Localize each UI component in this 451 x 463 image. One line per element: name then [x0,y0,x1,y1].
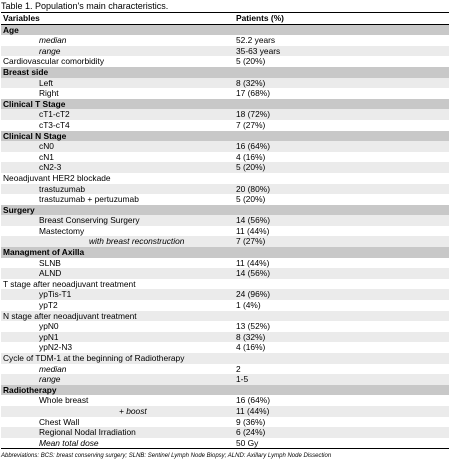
patients-cell [234,385,449,396]
patients-cell: 8 (32%) [234,332,449,343]
variable-cell: range [1,46,234,57]
variable-cell: Left [1,78,234,89]
patients-cell: 9 (36%) [236,416,266,427]
patients-cell: 11 (44%) [236,225,270,236]
table-row [1,78,449,89]
table-header-row [1,13,449,25]
variable-cell: Cycle of TDM-1 at the beginning of Radiotherapy [1,353,234,364]
variable-cell: Chest Wall [39,416,80,427]
patients-cell: 24 (96%) [234,289,449,300]
table-row [1,56,449,67]
patients-cell [234,311,449,322]
table-row [1,300,449,311]
section-row [1,247,449,258]
variable-cell: ypT2 [39,300,58,311]
variable-cell: cT3-cT4 [39,119,70,130]
table-row [1,120,449,131]
section-row [1,385,449,396]
variable-cell: Regional Nodal Irradiation [1,427,234,438]
patients-cell [234,131,449,142]
variable-cell: N stage after neoadjuvant treatment [1,311,234,322]
patients-cell: 4 (16%) [236,151,266,162]
variable-cell: Mastectomy [39,225,85,236]
table-row [1,236,449,247]
variable-cell: Whole breast [39,395,89,406]
patients-cell: 52.2 years [236,35,276,46]
variable-cell: Mean total dose [1,438,234,449]
table-row [1,173,449,184]
table-row [1,311,449,322]
patients-cell [234,279,449,290]
header-variables: Variables [1,13,234,25]
table-row [1,353,449,364]
patients-cell: 5 (20%) [234,162,449,173]
patients-cell: 50 Gy [234,438,449,449]
table-row [1,395,449,406]
table-row [1,289,449,300]
table-row [1,374,449,385]
table-footnote: Abbreviations: BCS: breast conserving surgery; SLNB: Sentinel Lymph Node Biopsy; ALND: Axillary Lymph Node Dissection [1,453,332,459]
patients-cell: 14 (56%) [234,268,449,279]
patients-cell [234,205,449,216]
variable-cell: + boost [1,406,234,417]
table-row [1,332,449,343]
patients-cell: 35-63 years [234,46,449,57]
variable-cell: cN0 [1,141,234,152]
table-row [1,194,449,205]
patients-cell [234,67,449,78]
table-body [1,24,449,449]
table-row [1,279,449,290]
patients-cell: 5 (20%) [236,56,266,67]
patients-cell: 1-5 [234,374,449,385]
patients-cell: 1 (4%) [236,300,261,311]
table-row [1,427,449,438]
patients-cell: 17 (68%) [236,88,270,99]
variable-cell: trastuzumab + pertuzumab [39,194,139,205]
variable-cell: ypTis-T1 [1,289,234,300]
variable-cell: cT1-cT2 [1,109,234,120]
patients-cell: 18 (72%) [234,109,449,120]
variable-cell: Surgery [1,205,234,216]
variable-cell: cN1 [39,151,54,162]
patients-cell [234,24,449,35]
variable-cell: Age [1,24,234,35]
table-row [1,417,449,428]
table-caption: Table 1. Population's main characteristics. [1,1,169,11]
table-row [1,258,449,269]
patients-cell: 5 (20%) [236,194,266,205]
patients-cell [234,353,449,364]
table-row [1,141,449,152]
patients-cell: 7 (27%) [236,119,266,130]
table-row [1,321,449,332]
table-row [1,109,449,120]
variable-cell: ypN2-N3 [39,342,73,353]
variable-cell: T stage after neoadjuvant treatment [3,278,136,289]
section-row [1,67,449,78]
table-row [1,46,449,57]
table-row [1,162,449,173]
table-row [1,364,449,375]
variable-cell: cN2-3 [1,162,234,173]
patients-cell [234,99,449,110]
patients-cell: 13 (52%) [236,321,270,332]
section-row [1,24,449,35]
variable-cell: Breast side [1,67,234,78]
variable-cell: range [1,374,234,385]
patients-cell: 14 (56%) [234,215,449,226]
variable-cell: trastuzumab [1,184,234,195]
variable-cell: ypN1 [1,332,234,343]
variable-cell: median [39,35,67,46]
variable-cell: Right [39,88,59,99]
variable-cell: Clinical N Stage [1,131,234,142]
variable-cell: ypN0 [39,321,59,332]
patients-cell: 8 (32%) [234,78,449,89]
patients-cell [234,173,449,184]
table-row [1,88,449,99]
table-row [1,406,449,417]
characteristics-table [1,12,449,449]
patients-cell: 7 (27%) [234,236,449,247]
table-row [1,184,449,195]
table-row [1,215,449,226]
patients-cell: 11 (44%) [236,257,270,268]
patients-cell: 11 (44%) [234,406,449,417]
patients-cell [234,247,449,258]
variable-cell: Managment of Axilla [1,247,234,258]
table-row [1,342,449,353]
variable-cell: Cardiovascular comorbidity [3,56,105,67]
variable-cell: Neoadjuvant HER2 blockade [3,172,111,183]
patients-cell: 16 (64%) [234,141,449,152]
patients-cell: 20 (80%) [234,184,449,195]
variable-cell: median [39,363,67,374]
section-row [1,205,449,216]
section-row [1,99,449,110]
table-row [1,268,449,279]
variable-cell: SLNB [39,257,61,268]
patients-cell: 6 (24%) [234,427,449,438]
variable-cell: Clinical T Stage [1,99,234,110]
header-patients: Patients (%) [234,13,449,25]
patients-cell: 16 (64%) [236,395,270,406]
patients-cell: 2 [236,363,241,374]
variable-cell: Breast Conserving Surgery [1,215,234,226]
variable-cell: ALND [1,268,234,279]
table-row [1,226,449,237]
table-row [1,438,449,449]
patients-cell: 4 (16%) [236,342,266,353]
section-row [1,131,449,142]
variable-cell: Radiotherapy [1,385,234,396]
table-row [1,152,449,163]
variable-cell: with breast reconstruction [1,236,234,247]
table-row [1,35,449,46]
